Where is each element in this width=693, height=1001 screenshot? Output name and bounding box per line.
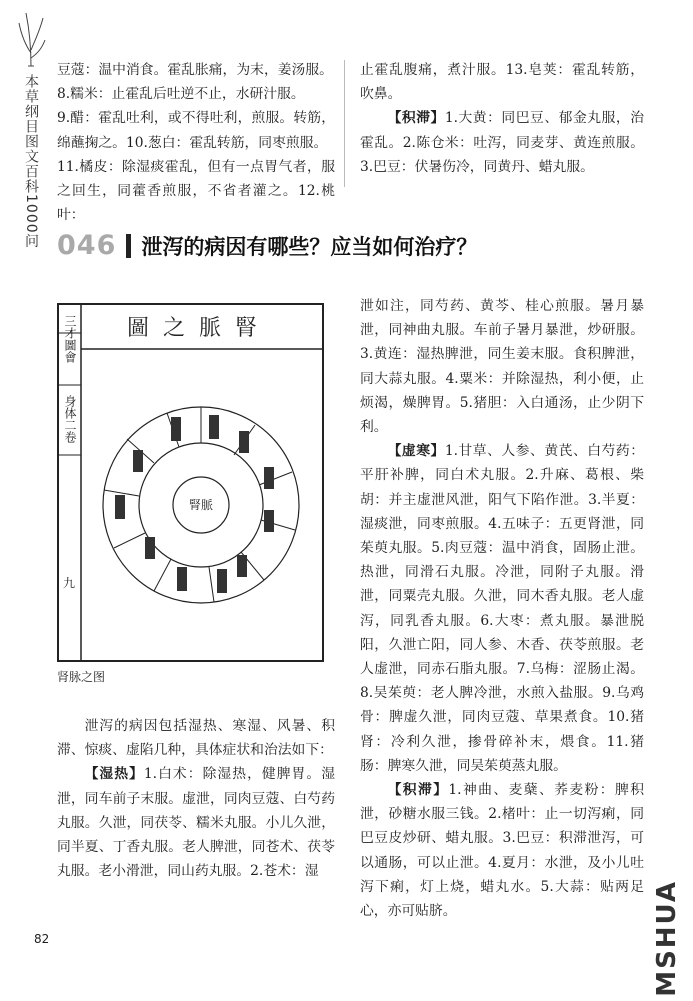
bottom-left-column bbox=[57, 714, 335, 883]
figure-side-text: 三才圖會 bbox=[63, 315, 77, 363]
figure-page-mark: 九 bbox=[63, 576, 76, 590]
paragraph: 【湿热】1.白术：除湿热，健脾胃。湿泄，同车前子末服。虚泄，同肉豆蔻、白芍药丸服。久泄，同茯苓、糯米丸服。小儿久泄，同半夏、丁香丸服。老人脾泄，同苍术、茯苓丸服。老小滑泄，同山药丸服。2.苍术：湿 bbox=[57, 766, 335, 880]
figure-caption: 肾脉之图 bbox=[57, 670, 106, 684]
section-label: 【积滞】 bbox=[387, 782, 449, 799]
figure-side-sub: 身体二卷 bbox=[63, 395, 77, 443]
section-label: 【湿热】 bbox=[84, 766, 144, 783]
wheel-center-text: 腎脈 bbox=[188, 498, 214, 512]
paragraph: 【积滞】1.神曲、麦蘖、荞麦粉：脾积泄，砂糖水服三钱。2.楮叶：止一切泻痢，同巴豆皮炒研、蜡丸服。3.巴豆：积滞泄泻，可以通肠，可以止泄。4.夏月：水泄，及小儿吐泻下痢，灯上烧，蜡丸水。5.大蒜：贴两足心，亦可贴脐。 bbox=[360, 782, 644, 920]
top-right-column bbox=[360, 58, 644, 179]
bottom-right-column bbox=[360, 294, 644, 923]
paragraph: 泄如注，同芍药、黄芩、桂心煎服。暑月暴泄，同神曲丸服。车前子暑月暴泄，炒研服。3.黄连：湿热脾泄，同生姜末服。食积脾泄，同大蒜丸服。4.粟米：并除湿热，利小便，止烦渴，燥脾胃。5.猪胆：入白通汤，止少阴下利。 bbox=[360, 298, 644, 436]
book-title-vertical: 本草纲目图文百科1000问 bbox=[23, 74, 39, 249]
figure-title: 圖之脈腎 bbox=[126, 316, 272, 341]
question-number: 046 bbox=[57, 230, 117, 261]
paragraph: 8.糯米：止霍乱后吐逆不止，水研汁服。 bbox=[57, 86, 305, 103]
column-divider bbox=[344, 60, 345, 187]
section-label: 【积滞】 bbox=[387, 110, 445, 127]
plant-icon bbox=[16, 8, 46, 68]
kidney-meridian-figure bbox=[57, 303, 324, 662]
paragraph: 【积滞】1.大黄：同巴豆、郁金丸服，治霍乱。2.陈仓米：吐泻，同麦芽、黄连煎服。3.巴豆：伏暑伤冷，同黄丹、蜡丸服。 bbox=[360, 110, 644, 175]
meridian-wheel bbox=[103, 407, 299, 603]
paragraph: 止霍乱腹痛，煮汁服。13.皂荚：霍乱转筋，吹鼻。 bbox=[360, 62, 644, 103]
heading-bar bbox=[126, 234, 131, 258]
sidebar bbox=[15, 8, 47, 249]
page-number: 82 bbox=[34, 932, 50, 946]
section-heading bbox=[57, 230, 477, 261]
watermark: MSHUA bbox=[652, 880, 682, 997]
paragraph: 【虚寒】1.甘草、人参、黄芪、白芍药：平肝补脾，同白术丸服。2.升麻、葛根、柴胡：并主虚泄风泄，阳气下陷作泄。3.半夏：湿痰泄，同枣煎服。4.五味子：五更肾泄，同茱萸丸服。5.肉豆蔻：温中消食，固肠止泄。热泄，同滑石丸服。冷泄，同附子丸服。滑泄，同粟壳丸服。久泄，同木香丸服。老人虚泻，同乳香丸服。6.大枣：煮丸服。暴泄脱阳，久泄亡阳，同人参、木香、茯苓煎服。老人虚泄，同赤石脂丸服。7.乌梅：涩肠止渴。8.吴茱萸：老人脾冷泄，水煎入盐服。9.乌鸡骨：脾虚久泄，同肉豆蔻、草果煮食。10.猪肾：冷利久泄，掺骨碎补末，煨食。11.猪肠：脾寒久泄，同吴茱萸蒸丸服。 bbox=[360, 443, 644, 774]
top-left-column bbox=[57, 58, 335, 227]
figure-drawing bbox=[59, 305, 322, 660]
paragraph: 11.橘皮：除湿痰霍乱，但有一点胃气者，服之回生，同藿香煎服，不省者灌之。12.桃叶： bbox=[57, 158, 335, 224]
section-label: 【虚寒】 bbox=[387, 443, 445, 460]
intro-paragraph: 泄泻的病因包括湿热、寒湿、风暑、积滞、惊痰、虚陷几种，具体症状和治法如下： bbox=[57, 718, 335, 759]
question-title: 泄泻的病因有哪些？应当如何治疗？ bbox=[141, 234, 478, 259]
paragraph: 豆蔻：温中消食。霍乱胀痛，为末，姜汤服。 bbox=[57, 62, 333, 78]
paragraph: 9.醋：霍乱吐利，或不得吐利，煎服。转筋，绵蘸掬之。10.葱白：霍乱转筋，同枣煎服。 bbox=[57, 110, 335, 151]
